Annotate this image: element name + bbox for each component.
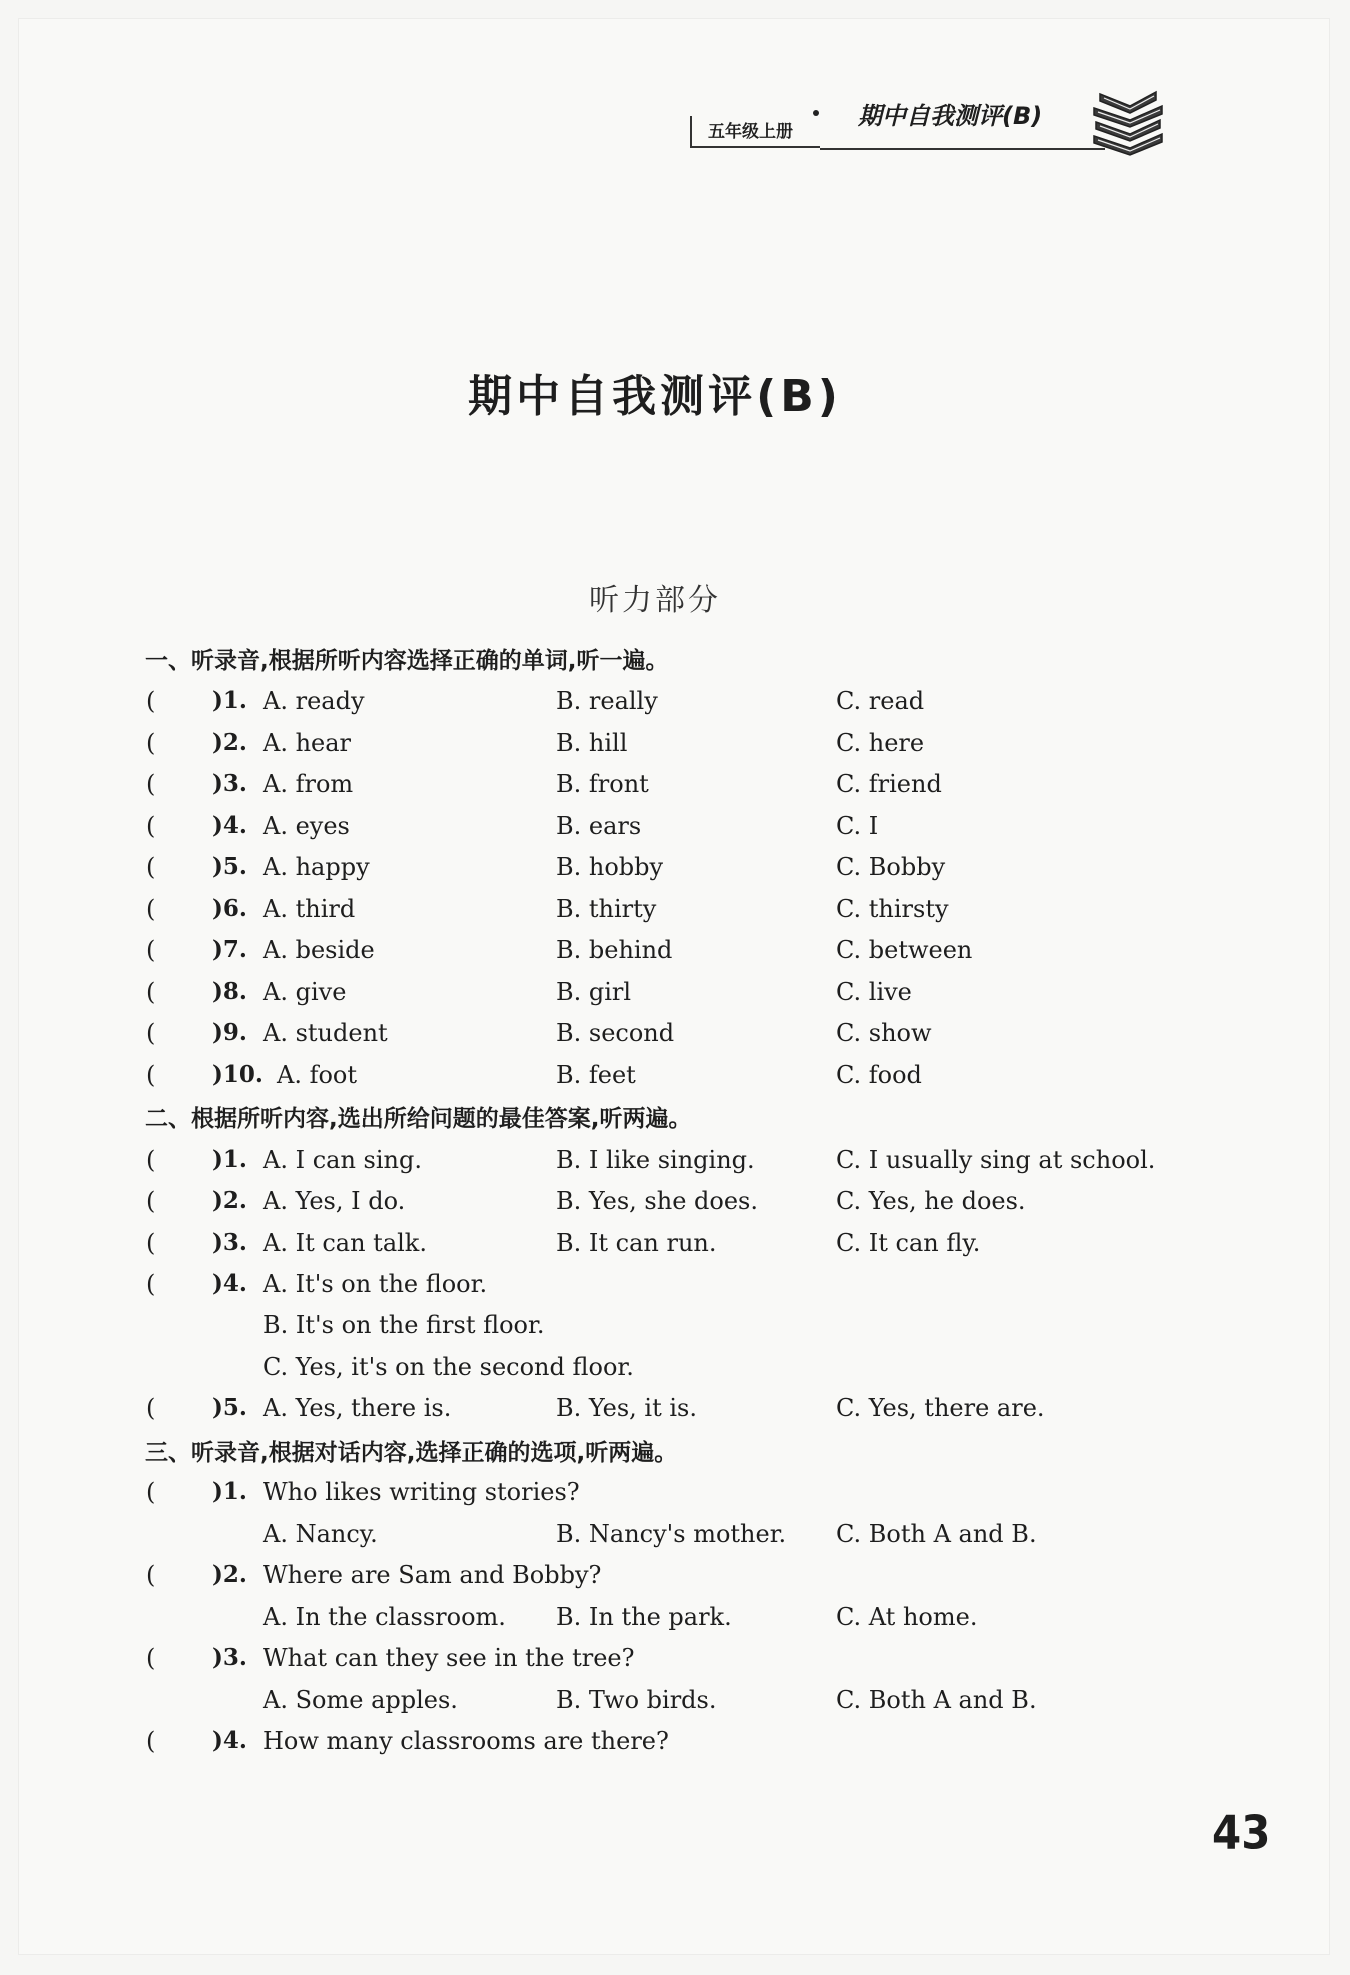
option-b: B. In the park.	[556, 1602, 732, 1631]
option-b: B. second	[556, 1019, 675, 1047]
question-row	[0, 930, 1350, 970]
option-c: C. It can fly.	[836, 1229, 981, 1257]
answer-blank-open: (	[146, 770, 156, 798]
question-row	[0, 972, 1350, 1012]
page-title: 期中自我测评(B)	[468, 371, 842, 422]
answer-blank-open: (	[146, 1727, 156, 1755]
option-c: C. Both A and B.	[836, 1519, 1037, 1548]
question-row	[0, 847, 1350, 887]
header-rule	[820, 148, 1105, 150]
option-b: B. feet	[556, 1060, 636, 1089]
header-title: 期中自我测评(B)	[858, 102, 1043, 130]
answer-blank-open: (	[146, 1270, 156, 1298]
option-row	[0, 1680, 1350, 1720]
question-row	[0, 1388, 1350, 1428]
answer-blank-open: (	[146, 1146, 156, 1174]
option-b: B. Nancy's mother.	[556, 1519, 787, 1548]
option-a: A. from	[263, 770, 354, 798]
option-b: B. Two birds.	[556, 1685, 717, 1714]
question-number: )2.	[212, 1187, 247, 1214]
part2-heading: 二、根据所听内容,选出所给问题的最佳答案,听两遍。	[145, 1106, 692, 1132]
option-a: A. hear	[263, 728, 352, 757]
option-a: A. I can sing.	[263, 1146, 422, 1174]
option-b: B. behind	[556, 936, 673, 964]
option-a: A. It can talk.	[263, 1229, 427, 1257]
question-row	[0, 764, 1350, 804]
option-b: B. hobby	[556, 853, 664, 881]
option-c: C. live	[836, 977, 912, 1006]
option-b: B. It can run.	[556, 1229, 717, 1257]
answer-blank-open: (	[146, 1394, 156, 1422]
option-a: A. ready	[263, 687, 365, 715]
question-number: )3.	[212, 770, 247, 797]
question-number: )4.	[212, 1270, 247, 1297]
answer-blank-open: (	[146, 853, 156, 881]
option-b: B. Yes, it is.	[556, 1394, 697, 1422]
option-c: C. Yes, there are.	[836, 1394, 1045, 1422]
option-c: C. Yes, it's on the second floor.	[263, 1353, 634, 1381]
question-text: How many classrooms are there?	[263, 1727, 669, 1755]
question-number: )2.	[212, 728, 247, 756]
question-row	[0, 1013, 1350, 1053]
question-number: )6.	[212, 894, 247, 922]
question-row	[0, 723, 1350, 763]
option-a: A. foot	[277, 1060, 358, 1089]
option-c: C. At home.	[836, 1602, 978, 1631]
option-a: A. third	[263, 894, 356, 923]
question-row	[0, 1264, 1350, 1304]
answer-blank-open: (	[146, 977, 156, 1006]
question-number: )7.	[212, 936, 247, 963]
question-number: )9.	[212, 1019, 247, 1046]
question-text: Who likes writing stories?	[263, 1478, 580, 1506]
option-a: A. Yes, there is.	[263, 1394, 452, 1422]
option-b: B. front	[556, 770, 649, 798]
option-c: C. friend	[836, 770, 942, 798]
option-row	[0, 1305, 1350, 1345]
books-icon	[1090, 84, 1166, 156]
question-number: )4.	[212, 1727, 247, 1754]
question-row	[0, 1721, 1350, 1761]
question-row	[0, 1472, 1350, 1512]
option-row	[0, 1597, 1350, 1637]
option-c: C. I	[836, 811, 879, 840]
question-text: What can they see in the tree?	[263, 1644, 635, 1672]
option-c: C. here	[836, 728, 925, 757]
page-number: 43	[1212, 1805, 1271, 1860]
option-a: A. It's on the floor.	[263, 1270, 488, 1298]
answer-blank-open: (	[146, 894, 156, 923]
question-row	[0, 889, 1350, 929]
question-number: )10.	[212, 1060, 263, 1088]
question-text: Where are Sam and Bobby?	[263, 1561, 602, 1589]
option-a: A. happy	[263, 853, 370, 881]
answer-blank-open: (	[146, 1019, 156, 1047]
option-a: A. Nancy.	[263, 1519, 378, 1548]
answer-blank-open: (	[146, 687, 156, 715]
answer-blank-open: (	[146, 936, 156, 964]
option-b: B. It's on the first floor.	[263, 1311, 545, 1339]
option-c: C. I usually sing at school.	[836, 1146, 1156, 1174]
question-number: )3.	[212, 1644, 247, 1671]
answer-blank-open: (	[146, 811, 156, 840]
option-a: A. student	[263, 1019, 388, 1047]
option-c: C. thirsty	[836, 894, 949, 923]
option-c: C. read	[836, 687, 925, 715]
answer-blank-open: (	[146, 1229, 156, 1257]
answer-blank-open: (	[146, 1187, 156, 1215]
question-number: )5.	[212, 853, 247, 880]
question-number: )1.	[212, 687, 247, 714]
question-number: )8.	[212, 977, 247, 1005]
option-b: B. Yes, she does.	[556, 1187, 758, 1215]
answer-blank-open: (	[146, 1644, 156, 1672]
question-row	[0, 1055, 1350, 1095]
question-row	[0, 681, 1350, 721]
option-a: A. In the classroom.	[263, 1602, 506, 1631]
answer-blank-open: (	[146, 1060, 156, 1089]
option-a: A. Some apples.	[263, 1685, 458, 1714]
question-number: )3.	[212, 1229, 247, 1256]
option-b: B. I like singing.	[556, 1146, 755, 1174]
answer-blank-open: (	[146, 1478, 156, 1506]
option-c: C. Both A and B.	[836, 1685, 1037, 1714]
answer-blank-open: (	[146, 728, 156, 757]
question-row	[0, 1140, 1350, 1180]
option-c: C. show	[836, 1019, 932, 1047]
question-number: )4.	[212, 811, 247, 839]
part3-heading: 三、听录音,根据对话内容,选择正确的选项,听两遍。	[145, 1440, 678, 1466]
option-a: A. eyes	[263, 811, 350, 840]
section-title: 听力部分	[589, 583, 721, 618]
question-row	[0, 1223, 1350, 1263]
option-b: B. ears	[556, 811, 642, 840]
question-number: )1.	[212, 1478, 247, 1505]
option-c: C. Yes, he does.	[836, 1187, 1026, 1215]
option-a: A. Yes, I do.	[263, 1187, 406, 1215]
option-a: A. give	[263, 977, 347, 1006]
option-row	[0, 1514, 1350, 1554]
option-c: C. Bobby	[836, 853, 946, 881]
option-b: B. hill	[556, 728, 628, 757]
question-row	[0, 1181, 1350, 1221]
question-row	[0, 1638, 1350, 1678]
question-number: )5.	[212, 1394, 247, 1421]
option-c: C. between	[836, 936, 973, 964]
option-c: C. food	[836, 1060, 922, 1089]
answer-blank-open: (	[146, 1561, 156, 1589]
option-b: B. girl	[556, 977, 632, 1006]
option-a: A. beside	[263, 936, 375, 964]
question-number: )1.	[212, 1146, 247, 1173]
question-row	[0, 1555, 1350, 1595]
option-row	[0, 1347, 1350, 1387]
option-b: B. really	[556, 687, 658, 715]
option-b: B. thirty	[556, 894, 657, 923]
part1-heading: 一、听录音,根据所听内容选择正确的单词,听一遍。	[145, 648, 669, 674]
question-row	[0, 806, 1350, 846]
header-grade: 五年级上册	[690, 116, 820, 148]
question-number: )2.	[212, 1561, 247, 1588]
